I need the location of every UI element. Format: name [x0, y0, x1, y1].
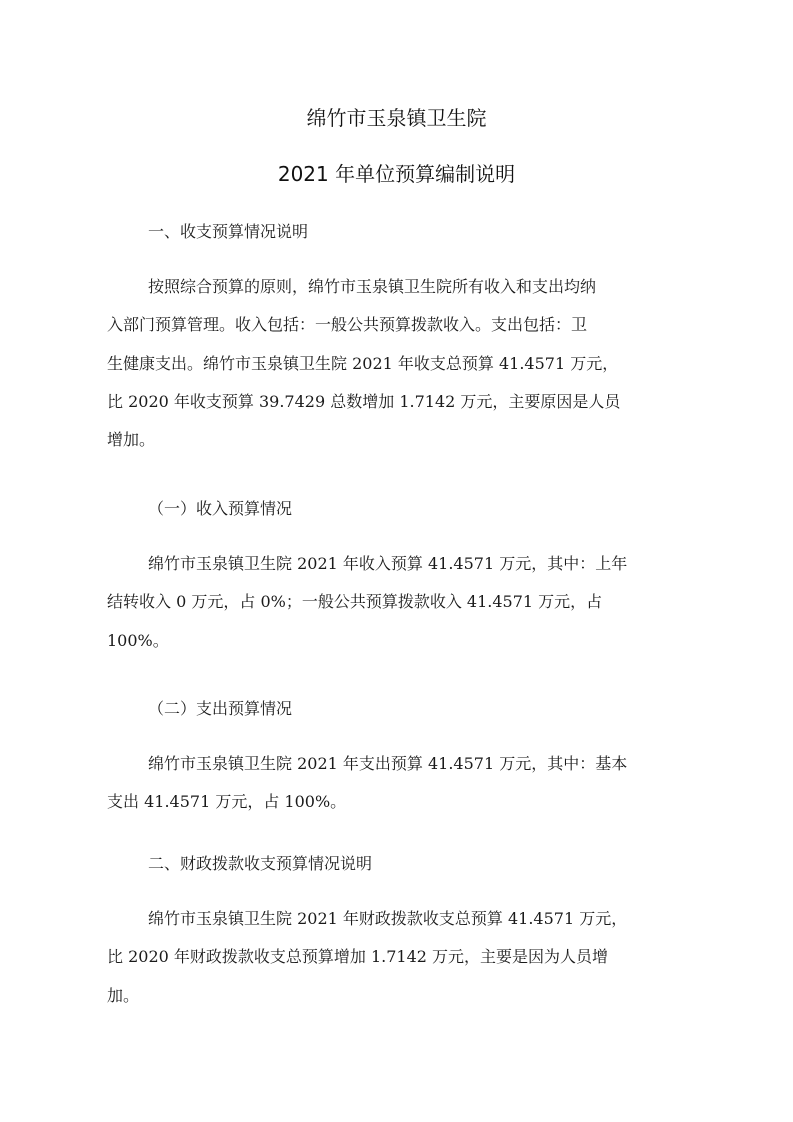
paragraph-line: 入部门预算管理。收入包括：一般公共预算拨款收入。支出包括：卫	[107, 315, 588, 334]
paragraph-line: 绵竹市玉泉镇卫生院 2021 年支出预算 41.4571 万元，其中：基本	[148, 754, 628, 773]
subsection-heading-income: （一）收入预算情况	[148, 499, 293, 518]
section-heading-income-expense: 一、收支预算情况说明	[148, 222, 309, 241]
paragraph-line: 100%。	[107, 631, 169, 650]
paragraph-line: 支出 41.4571 万元，占 100%。	[107, 792, 347, 811]
document-subtitle: 2021 年单位预算编制说明	[277, 162, 516, 186]
paragraph-line: 比 2020 年财政拨款收支总预算增加 1.7142 万元，主要是因为人员增	[107, 947, 609, 966]
paragraph-line: 加。	[107, 986, 140, 1005]
paragraph-line: 生健康支出。绵竹市玉泉镇卫生院 2021 年收支总预算 41.4571 万元，	[107, 354, 619, 373]
paragraph-line: 增加。	[107, 430, 156, 449]
paragraph-line: 绵竹市玉泉镇卫生院 2021 年财政拨款收支总预算 41.4571 万元，	[148, 909, 628, 928]
section-heading-fiscal-appropriation: 二、财政拨款收支预算情况说明	[148, 854, 373, 873]
paragraph-line: 按照综合预算的原则，绵竹市玉泉镇卫生院所有收入和支出均纳	[148, 277, 597, 296]
subsection-heading-expense: （二）支出预算情况	[148, 699, 293, 718]
paragraph-line: 绵竹市玉泉镇卫生院 2021 年收入预算 41.4571 万元，其中：上年	[148, 554, 628, 573]
document-title: 绵竹市玉泉镇卫生院	[306, 106, 487, 130]
paragraph-line: 比 2020 年收支预算 39.7429 总数增加 1.7142 万元，主要原因是人员	[107, 392, 621, 411]
paragraph-line: 结转收入 0 万元，占 0%；一般公共预算拨款收入 41.4571 万元，占	[107, 592, 603, 611]
